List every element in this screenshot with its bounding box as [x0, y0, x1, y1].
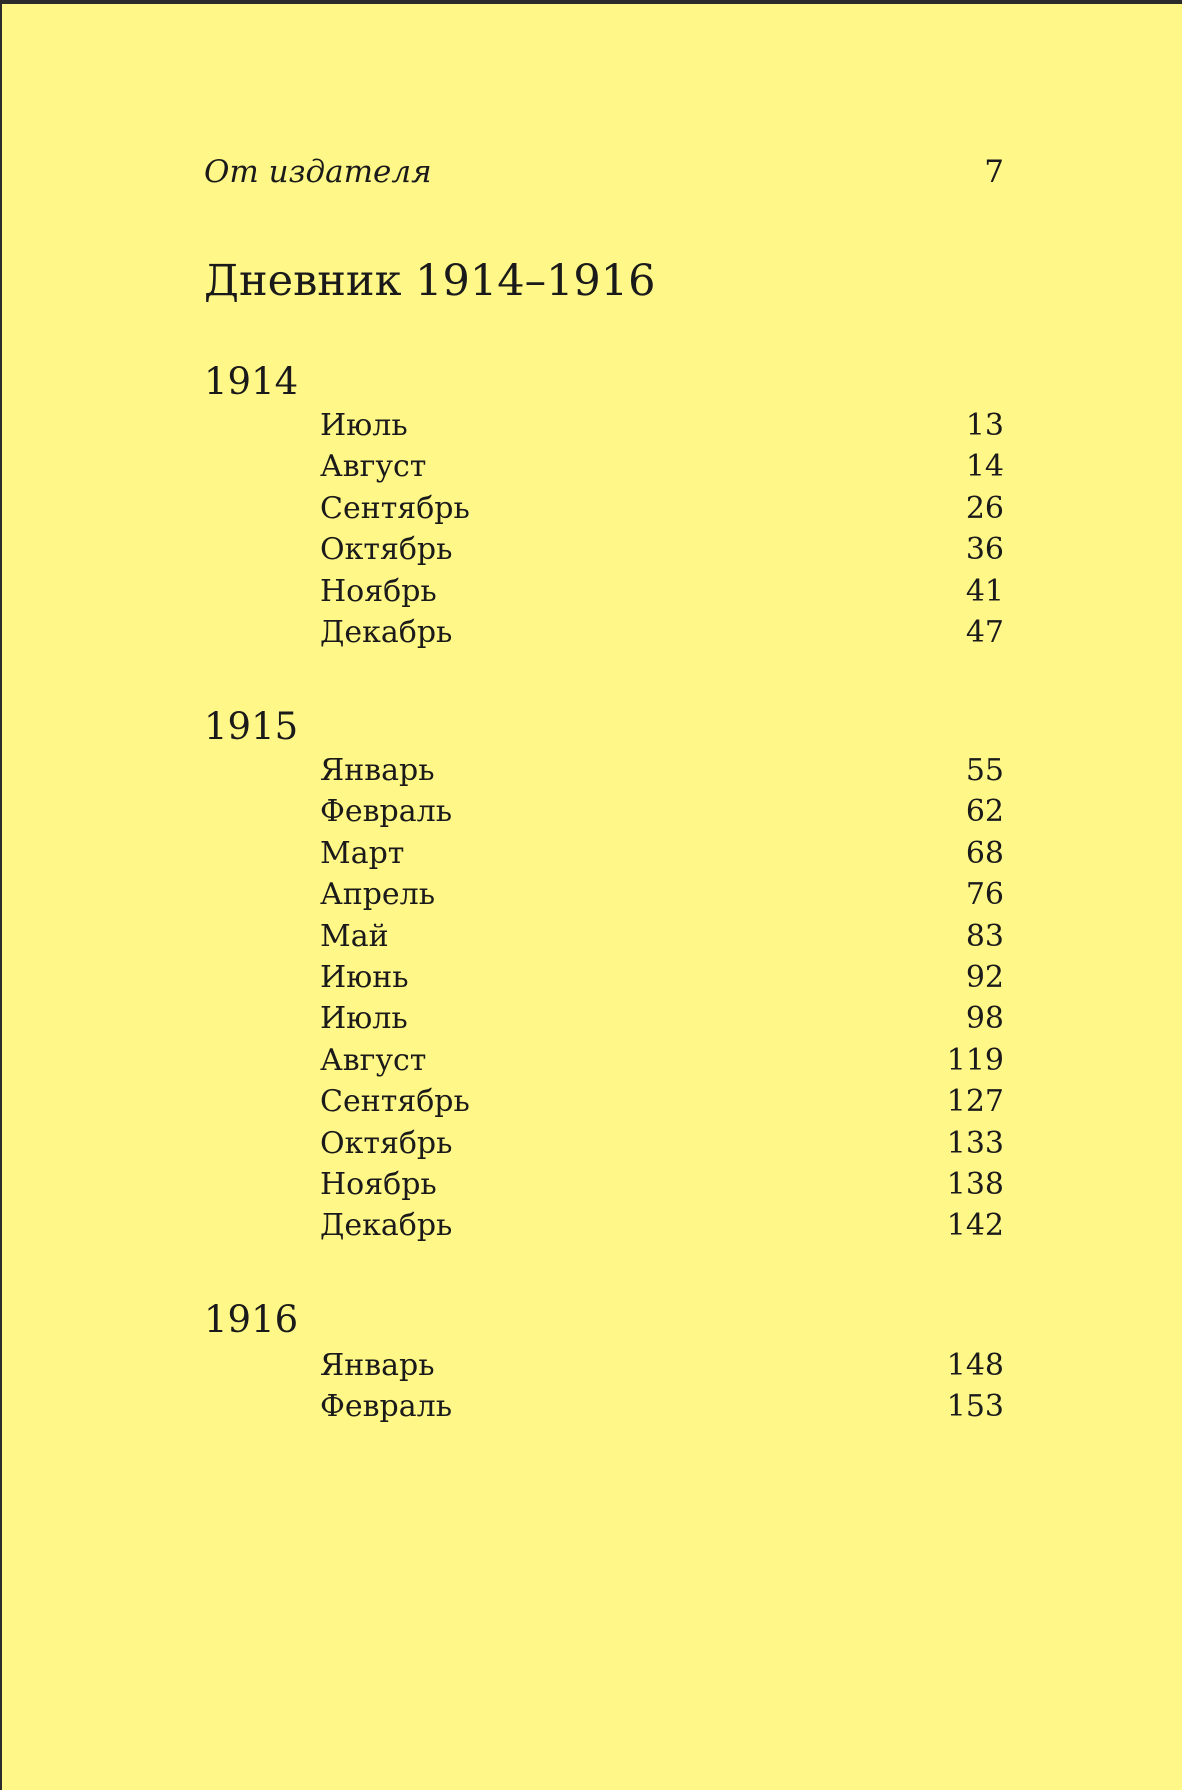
entry-month: Март — [320, 835, 405, 871]
entry-month: Июль — [320, 1001, 408, 1037]
toc-entry[interactable] — [320, 529, 1004, 570]
front-matter-page-number: 7 — [984, 154, 1004, 190]
year-heading-1915: 1915 — [204, 705, 299, 748]
entry-page-number: 68 — [965, 835, 1004, 871]
toc-list-1915 — [320, 750, 1004, 1247]
entry-month: Январь — [320, 753, 435, 788]
entry-page-number: 138 — [946, 1166, 1004, 1202]
entry-month: Февраль — [320, 794, 453, 830]
entry-month: Август — [320, 1042, 427, 1078]
entry-page-number: 55 — [965, 753, 1004, 788]
entry-month: Ноябрь — [320, 1166, 437, 1202]
year-heading-1914: 1914 — [204, 360, 299, 403]
entry-month: Сентябрь — [320, 490, 470, 526]
toc-entry[interactable] — [320, 1123, 1004, 1164]
toc-entry[interactable] — [320, 750, 1004, 791]
toc-entry[interactable] — [320, 1205, 1004, 1246]
entry-month: Декабрь — [320, 614, 453, 650]
entry-month: Сентябрь — [320, 1084, 470, 1120]
entry-page-number: 148 — [946, 1348, 1004, 1383]
entry-month: Май — [320, 918, 389, 954]
entry-month: Октябрь — [320, 532, 453, 568]
entry-page-number: 41 — [965, 573, 1004, 609]
entry-page-number: 14 — [965, 449, 1004, 485]
toc-entry-front-matter[interactable] — [204, 154, 1004, 206]
entry-page-number: 62 — [965, 794, 1004, 830]
entry-month: Июнь — [320, 959, 409, 995]
entry-page-number: 133 — [946, 1125, 1004, 1161]
entry-page-number: 26 — [965, 490, 1004, 526]
entry-page-number: 153 — [946, 1389, 1004, 1425]
entry-page-number: 98 — [965, 1001, 1004, 1037]
entry-month: Декабрь — [320, 1208, 453, 1244]
entry-month: Июль — [320, 408, 408, 443]
entry-page-number: 47 — [965, 614, 1004, 650]
toc-page — [2, 4, 1182, 1790]
toc-entry[interactable] — [320, 446, 1004, 487]
toc-entry[interactable] — [320, 1040, 1004, 1081]
year-heading-1916: 1916 — [204, 1298, 299, 1341]
part-title: Дневник 1914–1916 — [204, 256, 656, 306]
toc-entry[interactable] — [320, 791, 1004, 832]
entry-month: Февраль — [320, 1389, 453, 1425]
toc-entry[interactable] — [320, 957, 1004, 998]
entry-month: Август — [320, 449, 427, 485]
toc-entry[interactable] — [320, 916, 1004, 957]
toc-entry[interactable] — [320, 874, 1004, 915]
toc-entry[interactable] — [320, 1386, 1004, 1427]
entry-month: Январь — [320, 1348, 435, 1383]
toc-entry[interactable] — [320, 405, 1004, 446]
entry-page-number: 92 — [965, 959, 1004, 995]
entry-page-number: 142 — [946, 1208, 1004, 1244]
toc-entry[interactable] — [320, 1081, 1004, 1122]
entry-month: Ноябрь — [320, 573, 437, 609]
toc-entry[interactable] — [320, 1345, 1004, 1386]
front-matter-title: От издателя — [204, 154, 432, 190]
entry-page-number: 83 — [965, 918, 1004, 954]
toc-list-1916 — [320, 1345, 1004, 1428]
entry-page-number: 36 — [965, 532, 1004, 568]
entry-page-number: 76 — [965, 877, 1004, 913]
toc-entry[interactable] — [320, 612, 1004, 653]
entry-month: Октябрь — [320, 1125, 453, 1161]
toc-entry[interactable] — [320, 833, 1004, 874]
toc-entry[interactable] — [320, 571, 1004, 612]
entry-month: Апрель — [320, 877, 436, 913]
toc-entry[interactable] — [320, 1164, 1004, 1205]
entry-page-number: 127 — [946, 1084, 1004, 1120]
toc-list-1914 — [320, 405, 1004, 653]
toc-entry[interactable] — [320, 488, 1004, 529]
entry-page-number: 119 — [946, 1042, 1004, 1078]
entry-page-number: 13 — [965, 408, 1004, 443]
toc-entry[interactable] — [320, 998, 1004, 1039]
